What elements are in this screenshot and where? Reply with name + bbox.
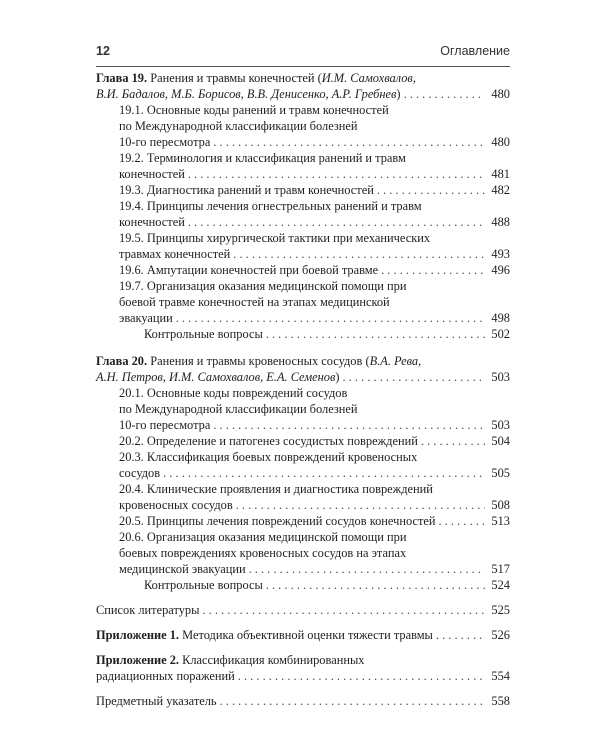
toc-entry-19-questions[interactable]: Контрольные вопросы . . . 502 — [96, 326, 510, 342]
dot-leader — [188, 166, 485, 182]
dot-leader — [266, 326, 485, 342]
page-ref: 526 — [491, 628, 510, 642]
dot-leader — [188, 214, 485, 230]
page-ref: 493 — [491, 247, 510, 261]
toc-entry-19-6[interactable]: 19.6. Ампутации конечностей при боевой травме . . . 496 — [96, 262, 510, 278]
toc-appendix-2[interactable]: Приложение 2. Классификация комбинированных — [96, 653, 365, 667]
page-ref: 503 — [491, 418, 510, 432]
dot-leader — [163, 465, 485, 481]
dot-leader — [436, 627, 485, 643]
dot-leader — [377, 182, 485, 198]
dot-leader — [220, 693, 485, 709]
toc-chapter-20-line1[interactable]: Глава 20. Ранения и травмы кровеносных сосудов (В.А. Рева, — [96, 354, 422, 368]
dot-leader — [404, 86, 485, 102]
page-ref: 503 — [491, 370, 510, 384]
page-ref: 502 — [491, 327, 510, 341]
toc-chapter-19-line1[interactable]: Глава 19. Ранения и травмы конечностей (И.М. Самохвалов, — [96, 71, 416, 85]
dot-leader — [213, 417, 485, 433]
page-ref: 496 — [491, 263, 510, 277]
page-ref: 513 — [491, 514, 510, 528]
toc-entry-20-5[interactable]: 20.5. Принципы лечения повреждений сосудов конечностей . . . 513 — [96, 513, 510, 529]
toc-references[interactable]: Список литературы . . . 525 — [96, 602, 510, 618]
toc-subject-index[interactable]: Предметный указатель . . . 558 — [96, 693, 510, 709]
chapter-label: Глава 20. — [96, 354, 148, 368]
chapter-label: Глава 19. — [96, 71, 148, 85]
dot-leader — [343, 369, 485, 385]
page-ref: 480 — [491, 87, 510, 101]
toc-entry-20-2[interactable]: 20.2. Определение и патогенез сосудистых повреждений . . . 504 — [96, 433, 510, 449]
page-number: 12 — [96, 44, 110, 58]
toc-entry-19-2[interactable]: 19.2. Терминология и классификация ранений и травм — [119, 151, 406, 165]
toc-entry-19-4[interactable]: 19.4. Принципы лечения огнестрельных ранений и травм — [119, 199, 422, 213]
toc-chapter-20-line2[interactable]: А.Н. Петров, И.М. Самохвалов, Е.А. Семенов) . . . 503 — [96, 369, 510, 385]
page-ref: 482 — [491, 183, 510, 197]
dot-leader — [238, 668, 485, 684]
toc-entry-20-1[interactable]: 20.1. Основные коды повреждений сосудов — [119, 386, 348, 400]
toc-entry-19-1[interactable]: 19.1. Основные коды ранений и травм конечностей — [119, 103, 389, 117]
toc-entry-20-6[interactable]: 20.6. Организация оказания медицинской помощи при — [119, 530, 407, 544]
page-ref: 505 — [491, 466, 510, 480]
page-ref: 508 — [491, 498, 510, 512]
toc-entry-20-questions[interactable]: Контрольные вопросы . . . 524 — [96, 577, 510, 593]
header-rule — [96, 66, 510, 67]
page-ref: 498 — [491, 311, 510, 325]
page-ref: 488 — [491, 215, 510, 229]
section-title: Оглавление — [440, 44, 510, 58]
dot-leader — [439, 513, 485, 529]
dot-leader — [202, 602, 485, 618]
page-ref: 481 — [491, 167, 510, 181]
toc-entry-19-3[interactable]: 19.3. Диагностика ранений и травм конечностей . . . 482 — [96, 182, 510, 198]
dot-leader — [236, 497, 485, 513]
dot-leader — [249, 561, 485, 577]
running-header — [96, 44, 510, 64]
dot-leader — [233, 246, 485, 262]
page-ref: 525 — [491, 603, 510, 617]
page-ref: 504 — [491, 434, 510, 448]
dot-leader — [381, 262, 485, 278]
page-ref: 517 — [491, 562, 510, 576]
toc-chapter-19-line2[interactable]: В.И. Бадалов, М.Б. Борисов, В.В. Денисенко, А.Р. Гребнев) . . . 480 — [96, 86, 510, 102]
dot-leader — [421, 433, 485, 449]
page-ref: 524 — [491, 578, 510, 592]
toc-entry-19-7[interactable]: 19.7. Организация оказания медицинской помощи при — [119, 279, 407, 293]
dot-leader — [266, 577, 485, 593]
page-ref: 554 — [491, 669, 510, 683]
toc-entry-19-5[interactable]: 19.5. Принципы хирургической тактики при механических — [119, 231, 431, 245]
dot-leader — [176, 310, 485, 326]
toc-entry-20-3[interactable]: 20.3. Классификация боевых повреждений кровеносных — [119, 450, 418, 464]
dot-leader — [213, 134, 485, 150]
toc-entry-20-4[interactable]: 20.4. Клинические проявления и диагностика повреждений — [119, 482, 433, 496]
toc-appendix-1[interactable]: Приложение 1. Методика объективной оценки тяжести травмы . . . 526 — [96, 627, 510, 643]
page-ref: 480 — [491, 135, 510, 149]
page-ref: 558 — [491, 694, 510, 708]
table-of-contents: Глава 19. Ранения и травмы конечностей (И.М. Самохвалов, В.И. Бадалов, М.Б. Борисов, В.В. Денисенко, А.Р. Гребнев) . . . 480 19.1. Основные коды ранений и травм конечностей по Международной классификации болезней 10-го пересмотра . . . 480 19.2. Терминология и классификация ранений и травм конечностей . . . 481 19.3. Диагностика ранений и травм конечностей . . . 482 19.4. Принципы лечения огнестрельных ранений и травм конечностей . . . 488 19.5. Принципы хирургической тактики при механических травмах конечностей . . . 493 19.6. Ампутации конечностей при боевой травме . . . 496 19.7. Организация оказания медицинской помощи при боевой травме конечностей на этапах медицинской эвакуации . . . 498 Контрольные вопросы . . . 502 Глава 20. Ранения и травмы кровеносных сосудов (В.А. Рева, А.Н. Петров, И.М. Самохвалов, Е.А. Семенов) . . . 503 20.1. Основные коды повреждений сосудов по Международной классификации болезней 10-го пересмотра . . . 503 20.2. Определение и патогенез сосудистых повреждений . . . 504 20.3. Классификация боевых повреждений кровеносных сосудов . . . 505 20.4. Клинические проявления и диагностика повреждений кровеносных сосудов . . . 508 20.5. Принципы лечения повреждений сосудов конечностей . . . 513 20.6. Организация оказания медицинской помощи при боевых повреждениях кровеносных сосудов на этапах медицинской эвакуации . . . 517 Контрольные вопросы . . . 524 Список литературы . . . 525 Приложение 1. Методика объективной оценки тяжести травмы . . . 526 Приложение 2. Классификация комбинированных радиационных поражений . . . 554 Предметный указатель . . . 558 — [96, 70, 510, 709]
